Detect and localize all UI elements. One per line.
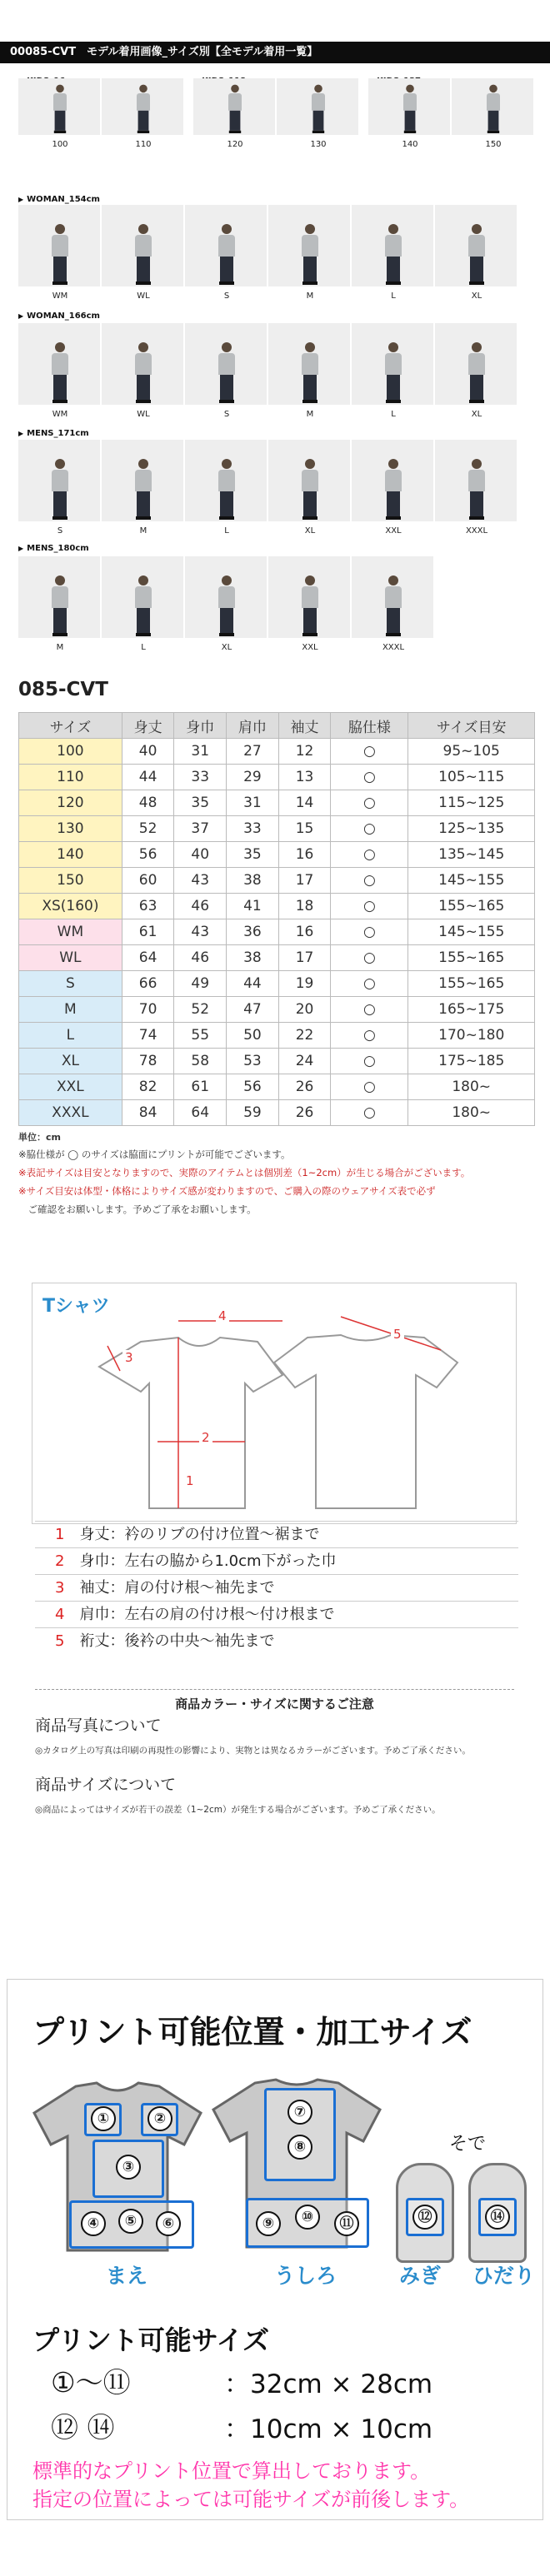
model-size-label: L bbox=[391, 410, 396, 419]
table-cell: ○ bbox=[331, 1100, 408, 1126]
model-size-label: 150 bbox=[485, 140, 502, 149]
model-figure bbox=[487, 85, 500, 133]
size-cell: 110 bbox=[19, 765, 122, 790]
model-photo bbox=[352, 205, 433, 286]
table-header-cell: サイズ bbox=[19, 713, 122, 739]
size-cell: M bbox=[19, 997, 122, 1023]
table-cell: 50 bbox=[227, 1023, 279, 1049]
size-table bbox=[18, 712, 535, 1126]
table-header-cell: 脇仕様 bbox=[331, 713, 408, 739]
model-photo bbox=[102, 78, 183, 135]
model-photo bbox=[277, 78, 358, 135]
model-size-label: XXL bbox=[385, 526, 402, 536]
tshirt-outline bbox=[32, 1283, 516, 1525]
table-cell: 58 bbox=[174, 1049, 227, 1074]
table-cell: 125~135 bbox=[408, 816, 535, 842]
table-cell: 44 bbox=[122, 765, 174, 790]
table-cell: ○ bbox=[331, 945, 408, 971]
table-cell: 16 bbox=[278, 919, 331, 945]
model-size-label: S bbox=[223, 410, 230, 419]
front-label: まえ bbox=[106, 2264, 148, 2288]
table-cell: ○ bbox=[331, 842, 408, 868]
table-row bbox=[19, 1074, 535, 1100]
model-figure bbox=[228, 85, 242, 133]
size-title: 商品サイズについて bbox=[35, 1776, 177, 1794]
size-cell: S bbox=[19, 971, 122, 997]
front-num-4: ④ bbox=[81, 2211, 106, 2236]
mark-3: 3 bbox=[122, 1350, 136, 1365]
model-size-label: 140 bbox=[402, 140, 418, 149]
table-cell: 29 bbox=[227, 765, 279, 790]
note-3: ※サイズ目安は体型・体格によりサイズ感が変わりますので、ご購入の際のウェアサイズ表で必ず bbox=[18, 1185, 436, 1197]
table-row bbox=[19, 919, 535, 945]
size-cell: L bbox=[19, 1023, 122, 1049]
table-cell: 180~ bbox=[408, 1074, 535, 1100]
model-photo bbox=[452, 78, 533, 135]
model-photo bbox=[18, 556, 100, 638]
table-cell: 44 bbox=[227, 971, 279, 997]
table-row bbox=[19, 842, 535, 868]
table-cell: 78 bbox=[122, 1049, 174, 1074]
table-cell: 24 bbox=[278, 1049, 331, 1074]
table-cell: ○ bbox=[331, 790, 408, 816]
measure-item bbox=[35, 1574, 518, 1601]
model-photo bbox=[193, 78, 275, 135]
model-figure bbox=[218, 459, 235, 520]
model-photo bbox=[352, 556, 433, 638]
model-photo bbox=[268, 556, 350, 638]
table-cell: 46 bbox=[174, 945, 227, 971]
model-photo bbox=[368, 78, 450, 135]
model-size-label: WL bbox=[137, 291, 150, 301]
left-sleeve-label: みぎ bbox=[399, 2264, 442, 2288]
model-photo bbox=[18, 205, 100, 286]
measure-text: 裄丈：後衿の中央～袖先まで bbox=[79, 1632, 275, 1650]
table-cell: 52 bbox=[122, 816, 174, 842]
measure-number: 1 bbox=[55, 1526, 65, 1543]
table-row bbox=[19, 1023, 535, 1049]
model-size-label: 100 bbox=[52, 140, 68, 149]
table-row bbox=[19, 868, 535, 894]
model-photo bbox=[18, 78, 100, 135]
table-cell: ○ bbox=[331, 868, 408, 894]
table-cell: 53 bbox=[227, 1049, 279, 1074]
model-photo bbox=[268, 205, 350, 286]
model-size-label: M bbox=[306, 410, 314, 419]
print-size-heading: プリント可能サイズ bbox=[32, 2324, 270, 2356]
table-cell: 52 bbox=[174, 997, 227, 1023]
group-label-mens171: ▶ MENS_171cm bbox=[18, 429, 89, 438]
model-figure bbox=[52, 224, 68, 285]
back-num-8: ⑧ bbox=[288, 2135, 312, 2160]
table-cell: 84 bbox=[122, 1100, 174, 1126]
table-cell: 35 bbox=[227, 842, 279, 868]
measure-item bbox=[35, 1521, 518, 1547]
model-photo bbox=[185, 323, 267, 405]
table-cell: 20 bbox=[278, 997, 331, 1023]
table-cell: ○ bbox=[331, 765, 408, 790]
table-cell: ○ bbox=[331, 1023, 408, 1049]
table-row bbox=[19, 1100, 535, 1126]
table-cell: 38 bbox=[227, 945, 279, 971]
group-label-woman154: ▶ WOMAN_154cm bbox=[18, 195, 100, 204]
size-cell: XXL bbox=[19, 1074, 122, 1100]
front-num-5: ⑤ bbox=[118, 2209, 143, 2234]
note-4: ご確認をお願いします。予めご了承をお願いします。 bbox=[18, 1203, 257, 1215]
table-cell: 26 bbox=[278, 1074, 331, 1100]
measure-number: 2 bbox=[55, 1552, 65, 1570]
model-size-label: XL bbox=[471, 291, 482, 301]
table-cell: 61 bbox=[174, 1074, 227, 1100]
table-cell: 48 bbox=[122, 790, 174, 816]
table-cell: 61 bbox=[122, 919, 174, 945]
table-cell: 33 bbox=[227, 816, 279, 842]
model-size-label: M bbox=[306, 291, 314, 301]
page-header: 00085-CVT モデル着用画像_サイズ別【全モデル着用一覧】 bbox=[0, 42, 550, 63]
table-cell: 64 bbox=[174, 1100, 227, 1126]
tshirt-diagram bbox=[32, 1283, 517, 1524]
size-cell: WL bbox=[19, 945, 122, 971]
model-photo bbox=[185, 556, 267, 638]
model-size-label: L bbox=[224, 526, 229, 536]
model-figure bbox=[385, 342, 402, 403]
table-cell: 19 bbox=[278, 971, 331, 997]
model-size-label: WM bbox=[52, 410, 68, 419]
table-cell: 56 bbox=[122, 842, 174, 868]
model-figure bbox=[135, 575, 152, 636]
model-size-label: M bbox=[56, 643, 64, 652]
table-header-row bbox=[19, 713, 535, 739]
table-cell: 155~165 bbox=[408, 945, 535, 971]
table-cell: 165~175 bbox=[408, 997, 535, 1023]
back-num-11: ⑪ bbox=[334, 2211, 359, 2236]
table-cell: 38 bbox=[227, 868, 279, 894]
unit-note: 単位：cm bbox=[18, 1132, 61, 1143]
table-cell: 27 bbox=[227, 739, 279, 765]
model-photo bbox=[352, 323, 433, 405]
note-1: ※脇仕様が ◯ のサイズは脇面にプリントが可能でございます。 bbox=[18, 1148, 291, 1160]
table-row bbox=[19, 765, 535, 790]
table-row bbox=[19, 997, 535, 1023]
model-figure bbox=[302, 459, 318, 520]
model-size-label: S bbox=[223, 291, 230, 301]
table-cell: 33 bbox=[174, 765, 227, 790]
model-photo bbox=[268, 440, 350, 521]
model-figure bbox=[135, 342, 152, 403]
table-cell: 12 bbox=[278, 739, 331, 765]
table-cell: ○ bbox=[331, 816, 408, 842]
model-photo bbox=[102, 205, 183, 286]
model-size-label: WM bbox=[52, 291, 68, 301]
mark-1: 1 bbox=[183, 1473, 197, 1488]
model-size-label: 130 bbox=[310, 140, 327, 149]
model-photo bbox=[102, 556, 183, 638]
model-size-label: XXL bbox=[302, 643, 318, 652]
size-1: ：32cm × 28cm bbox=[224, 2369, 433, 2399]
size-cell: WM bbox=[19, 919, 122, 945]
table-cell: 70 bbox=[122, 997, 174, 1023]
table-cell: 43 bbox=[174, 919, 227, 945]
measure-item bbox=[35, 1627, 518, 1654]
table-row bbox=[19, 894, 535, 919]
front-num-3: ③ bbox=[116, 2155, 141, 2180]
table-body bbox=[19, 739, 535, 1126]
table-row bbox=[19, 816, 535, 842]
table-cell: ○ bbox=[331, 1074, 408, 1100]
table-cell: 35 bbox=[174, 790, 227, 816]
model-figure bbox=[302, 224, 318, 285]
model-figure bbox=[385, 224, 402, 285]
group-label-mens180: ▶ MENS_180cm bbox=[18, 544, 89, 553]
table-row bbox=[19, 790, 535, 816]
front-num-2: ② bbox=[148, 2106, 172, 2131]
table-cell: 49 bbox=[174, 971, 227, 997]
measure-text: 肩巾：左右の肩の付け根～付け根まで bbox=[79, 1606, 335, 1623]
photo-text: ◎カタログ上の写真は印刷の再現性の影響により、実物とは異なるカラーがございます。予めご了承ください。 bbox=[35, 1746, 471, 1756]
front-num-6: ⑥ bbox=[156, 2211, 181, 2236]
model-figure bbox=[52, 459, 68, 520]
table-header-cell: 身丈 bbox=[122, 713, 174, 739]
table-cell: ○ bbox=[331, 1049, 408, 1074]
size-cell: XL bbox=[19, 1049, 122, 1074]
table-cell: 145~155 bbox=[408, 919, 535, 945]
table-cell: 145~155 bbox=[408, 868, 535, 894]
table-cell: 16 bbox=[278, 842, 331, 868]
model-figure bbox=[302, 342, 318, 403]
print-area-panel bbox=[7, 1979, 543, 2520]
print-note-1: 標準的なプリント位置で算出しております。 bbox=[32, 2459, 431, 2483]
model-photo bbox=[185, 440, 267, 521]
table-cell: 66 bbox=[122, 971, 174, 997]
model-figure bbox=[53, 85, 67, 133]
table-cell: 56 bbox=[227, 1074, 279, 1100]
size-cell: 150 bbox=[19, 868, 122, 894]
print-title: プリント可能位置・加工サイズ bbox=[32, 2014, 472, 2050]
table-cell: ○ bbox=[331, 894, 408, 919]
measure-item bbox=[35, 1547, 518, 1574]
table-cell: 43 bbox=[174, 868, 227, 894]
caution-heading: 商品カラー・サイズに関するご注意 bbox=[35, 1689, 514, 1712]
group-label-woman166: ▶ WOMAN_166cm bbox=[18, 311, 100, 321]
model-photo bbox=[435, 205, 517, 286]
size-cell: XS(160) bbox=[19, 894, 122, 919]
table-cell: 15 bbox=[278, 816, 331, 842]
table-cell: 64 bbox=[122, 945, 174, 971]
model-photo bbox=[435, 323, 517, 405]
model-photo bbox=[18, 440, 100, 521]
back-num-7: ⑦ bbox=[288, 2100, 312, 2125]
model-figure bbox=[468, 224, 485, 285]
table-cell: 135~145 bbox=[408, 842, 535, 868]
table-cell: 40 bbox=[174, 842, 227, 868]
model-size-label: 110 bbox=[135, 140, 152, 149]
model-figure bbox=[52, 575, 68, 636]
model-photo bbox=[102, 440, 183, 521]
model-figure bbox=[218, 342, 235, 403]
table-cell: 13 bbox=[278, 765, 331, 790]
measure-item bbox=[35, 1601, 518, 1627]
table-header-cell: 袖丈 bbox=[278, 713, 331, 739]
table-cell: 60 bbox=[122, 868, 174, 894]
diagram-title: Tシャツ bbox=[42, 1296, 110, 1317]
table-cell: 22 bbox=[278, 1023, 331, 1049]
size-text: ◎商品によってはサイズが若干の誤差（1~2cm）が発生する場合がございます。予めご了承ください。 bbox=[35, 1805, 441, 1815]
table-cell: 18 bbox=[278, 894, 331, 919]
table-cell: 180~ bbox=[408, 1100, 535, 1126]
model-size-label: L bbox=[141, 643, 146, 652]
model-figure bbox=[135, 224, 152, 285]
size-chart-title: 085-CVT bbox=[18, 679, 108, 700]
model-size-label: XL bbox=[221, 643, 232, 652]
table-cell: 41 bbox=[227, 894, 279, 919]
range-1: ①～⑪ bbox=[51, 2366, 131, 2399]
model-photo bbox=[268, 323, 350, 405]
table-cell: 82 bbox=[122, 1074, 174, 1100]
table-cell: 17 bbox=[278, 945, 331, 971]
model-size-label: XXXL bbox=[382, 643, 405, 652]
model-photo bbox=[185, 205, 267, 286]
sleeve-num-12: ⑫ bbox=[412, 2205, 438, 2230]
measure-text: 身丈：衿のリブの付け位置～裾まで bbox=[79, 1526, 320, 1543]
table-cell: 74 bbox=[122, 1023, 174, 1049]
model-figure bbox=[52, 342, 68, 403]
table-cell: 17 bbox=[278, 868, 331, 894]
table-row bbox=[19, 1049, 535, 1074]
table-cell: 175~185 bbox=[408, 1049, 535, 1074]
sode-label: そで bbox=[449, 2134, 487, 2155]
photo-title: 商品写真について bbox=[35, 1717, 162, 1735]
model-figure bbox=[302, 575, 318, 636]
model-figure bbox=[135, 459, 152, 520]
table-header-cell: サイズ目安 bbox=[408, 713, 535, 739]
right-sleeve-label: ひだり bbox=[472, 2264, 536, 2288]
table-cell: 105~115 bbox=[408, 765, 535, 790]
table-cell: 55 bbox=[174, 1023, 227, 1049]
table-cell: ○ bbox=[331, 997, 408, 1023]
model-figure bbox=[468, 459, 485, 520]
table-cell: ○ bbox=[331, 919, 408, 945]
measure-number: 5 bbox=[55, 1632, 65, 1650]
table-cell: 37 bbox=[174, 816, 227, 842]
table-cell: 31 bbox=[227, 790, 279, 816]
mark-4: 4 bbox=[216, 1308, 229, 1323]
table-cell: 31 bbox=[174, 739, 227, 765]
model-size-label: M bbox=[139, 526, 148, 536]
table-header-cell: 身巾 bbox=[174, 713, 227, 739]
model-figure bbox=[385, 575, 402, 636]
measure-text: 袖丈：肩の付け根～袖先まで bbox=[79, 1579, 275, 1597]
model-photo bbox=[352, 440, 433, 521]
model-size-label: S bbox=[57, 526, 63, 536]
table-cell: 26 bbox=[278, 1100, 331, 1126]
size-cell: XXXL bbox=[19, 1100, 122, 1126]
model-figure bbox=[312, 85, 325, 133]
model-figure bbox=[218, 575, 235, 636]
model-size-label: L bbox=[391, 291, 396, 301]
back-label: うしろ bbox=[274, 2264, 338, 2288]
table-cell: ○ bbox=[331, 739, 408, 765]
table-row bbox=[19, 945, 535, 971]
table-cell: 40 bbox=[122, 739, 174, 765]
measure-text: 身巾：左右の脇から1.0cm下がった巾 bbox=[79, 1552, 337, 1570]
table-cell: 95~105 bbox=[408, 739, 535, 765]
size-cell: 120 bbox=[19, 790, 122, 816]
print-note-2: 指定の位置によっては可能サイズが前後します。 bbox=[32, 2488, 470, 2511]
model-figure bbox=[385, 459, 402, 520]
table-cell: ○ bbox=[331, 971, 408, 997]
size-cell: 130 bbox=[19, 816, 122, 842]
model-size-label: XXXL bbox=[465, 526, 488, 536]
model-photo bbox=[18, 323, 100, 405]
front-num-1: ① bbox=[91, 2106, 116, 2131]
table-row bbox=[19, 739, 535, 765]
table-cell: 155~165 bbox=[408, 894, 535, 919]
table-cell: 36 bbox=[227, 919, 279, 945]
model-figure bbox=[403, 85, 417, 133]
measure-number: 4 bbox=[55, 1606, 65, 1623]
table-cell: 46 bbox=[174, 894, 227, 919]
table-row bbox=[19, 971, 535, 997]
model-figure bbox=[468, 342, 485, 403]
table-cell: 155~165 bbox=[408, 971, 535, 997]
table-cell: 170~180 bbox=[408, 1023, 535, 1049]
model-size-label: XL bbox=[471, 410, 482, 419]
model-photo bbox=[435, 440, 517, 521]
model-size-label: 120 bbox=[227, 140, 243, 149]
model-photo bbox=[102, 323, 183, 405]
range-2: ⑫ ⑭ bbox=[51, 2411, 115, 2444]
mark-5: 5 bbox=[391, 1327, 404, 1342]
mark-2: 2 bbox=[199, 1430, 212, 1445]
table-cell: 47 bbox=[227, 997, 279, 1023]
table-cell: 63 bbox=[122, 894, 174, 919]
table-cell: 14 bbox=[278, 790, 331, 816]
model-figure bbox=[137, 85, 150, 133]
model-size-label: WL bbox=[137, 410, 150, 419]
back-num-9: ⑨ bbox=[256, 2211, 281, 2236]
measure-number: 3 bbox=[55, 1579, 65, 1597]
model-size-label: XL bbox=[304, 526, 316, 536]
table-cell: 59 bbox=[227, 1100, 279, 1126]
note-2: ※表記サイズは目安となりますので、実際のアイテムとは個別差（1~2cm）が生じる場合がございます。 bbox=[18, 1167, 471, 1178]
sleeve-num-14: ⑭ bbox=[485, 2205, 510, 2230]
table-header-cell: 肩巾 bbox=[227, 713, 279, 739]
table-cell: 115~125 bbox=[408, 790, 535, 816]
size-cell: 100 bbox=[19, 739, 122, 765]
size-2: ：10cm × 10cm bbox=[224, 2414, 433, 2444]
size-cell: 140 bbox=[19, 842, 122, 868]
model-figure bbox=[218, 224, 235, 285]
back-num-10: ⑩ bbox=[295, 2205, 320, 2230]
